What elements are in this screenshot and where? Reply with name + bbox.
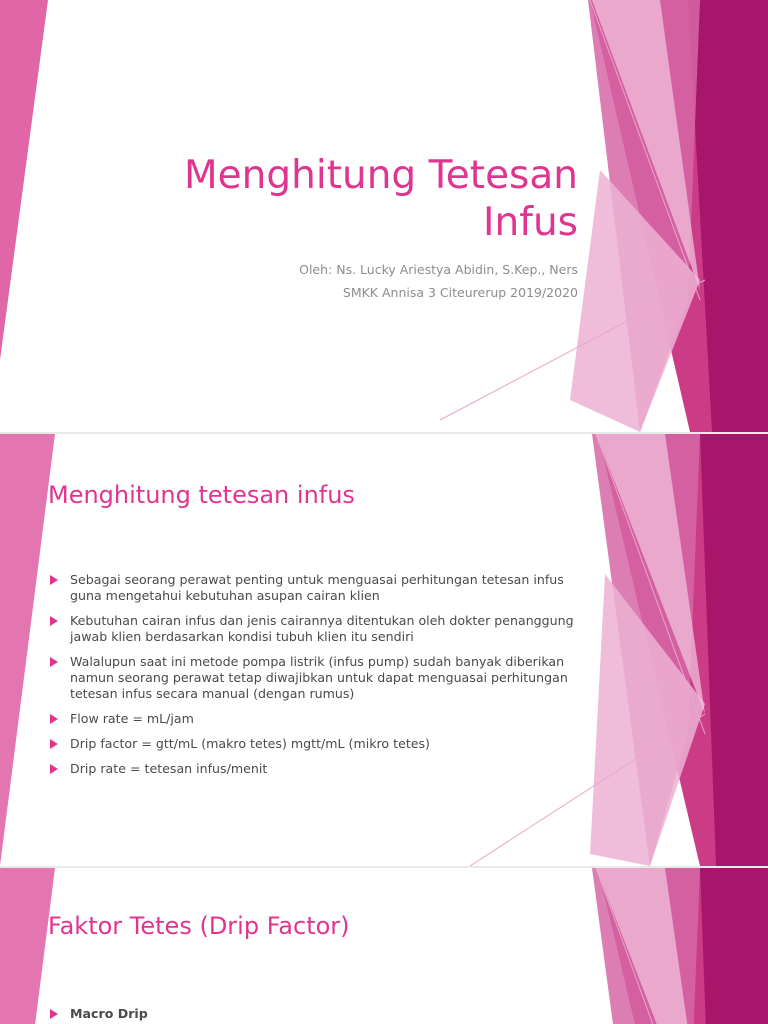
- bullet-arrow-icon: [50, 575, 58, 585]
- slide-3: [0, 868, 768, 1024]
- title-line-1: Menghitung Tetesan: [184, 153, 578, 198]
- slide-1: [0, 0, 768, 432]
- list-item: Walalupun saat ini metode pompa listrik (infus pump) sudah banyak diberikan namun seorang perawat tetap diwajibkan untuk dapat menguasai perhitungan tetesan infus secara manual (dengan rumus): [50, 654, 585, 702]
- slide-decoration: [0, 868, 768, 1024]
- slide-title: Menghitung tetesan infus: [48, 481, 355, 509]
- bullet-arrow-icon: [50, 657, 58, 667]
- author-subtitle: Oleh: Ns. Lucky Ariestya Abidin, S.Kep., Ners: [299, 262, 578, 277]
- presentation-title: [158, 152, 578, 246]
- bullet-list: [50, 1006, 585, 1024]
- bullet-list: [50, 572, 585, 786]
- list-item: Sebagai seorang perawat penting untuk menguasai perhitungan tetesan infus guna mengetahui kebutuhan asupan cairan klien: [50, 572, 585, 604]
- bullet-arrow-icon: [50, 714, 58, 724]
- slide-title: Faktor Tetes (Drip Factor): [48, 912, 350, 940]
- bullet-arrow-icon: [50, 1009, 58, 1019]
- list-item: Flow rate = mL/jam: [50, 711, 585, 727]
- bullet-arrow-icon: [50, 764, 58, 774]
- list-item: Macro Drip: [50, 1006, 585, 1022]
- list-item: Drip rate = tetesan infus/menit: [50, 761, 585, 777]
- title-line-2: Infus: [483, 200, 578, 245]
- list-item: Kebutuhan cairan infus dan jenis cairannya ditentukan oleh dokter penanggung jawab klien berdasarkan kondisi tubuh klien itu sendiri: [50, 613, 585, 645]
- institution-subtitle: SMKK Annisa 3 Citeurerup 2019/2020: [342, 285, 578, 300]
- bullet-arrow-icon: [50, 739, 58, 749]
- bullet-arrow-icon: [50, 616, 58, 626]
- list-item: Drip factor = gtt/mL (makro tetes) mgtt/mL (mikro tetes): [50, 736, 585, 752]
- slide-2: [0, 434, 768, 866]
